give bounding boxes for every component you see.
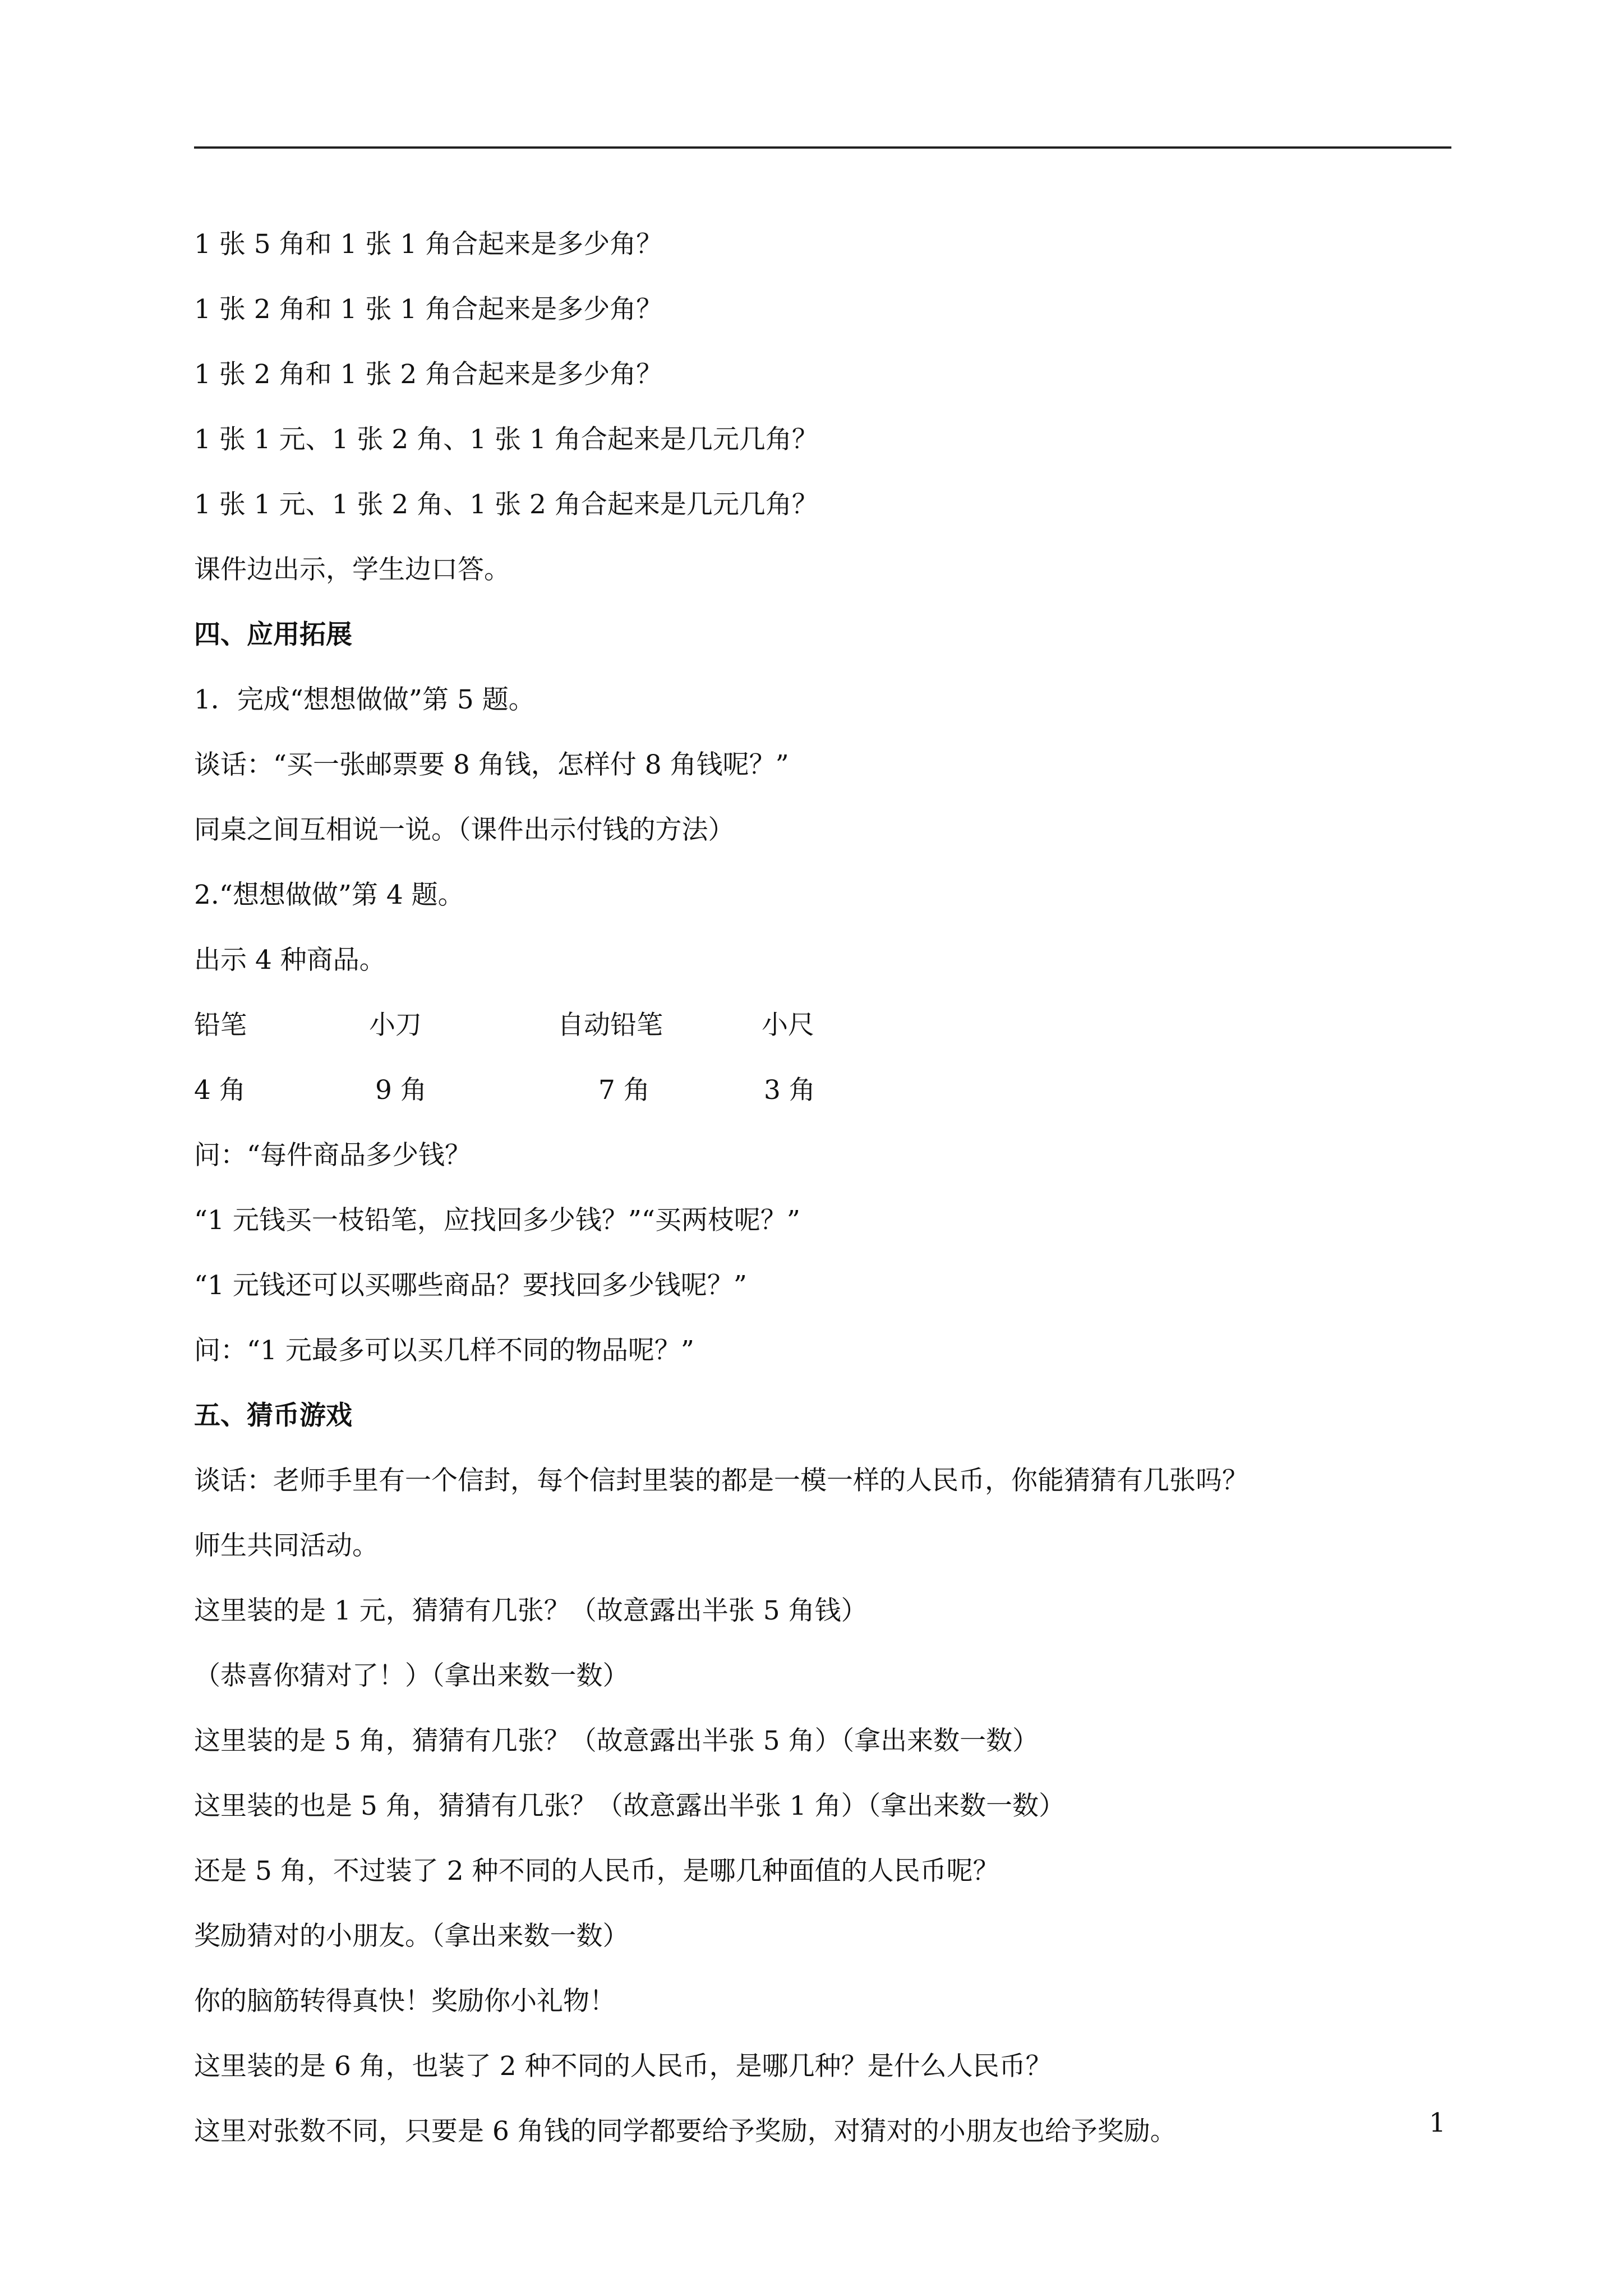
product-price-pencil: 4 角 [194,1075,246,1106]
paragraph-line: 这里装的是 5 角，猜猜有几张？（故意露出半张 5 角）（拿出来数一数） [194,1726,1039,1756]
product-price-mechanical-pencil: 7 角 [598,1075,650,1106]
paragraph-line: （恭喜你猜对了！）（拿出来数一数） [194,1660,629,1691]
paragraph-line: 1 张 5 角和 1 张 1 角合起来是多少角？ [194,229,663,260]
paragraph-line: 1 张 1 元、1 张 2 角、1 张 2 角合起来是几元几角？ [194,489,818,520]
paragraph-line: 还是 5 角，不过装了 2 种不同的人民币，是哪几种面值的人民币呢？ [194,1856,999,1887]
paragraph-line: 1 张 2 角和 1 张 1 角合起来是多少角？ [194,294,663,325]
paragraph-line: 2.“想想做做”第 4 题。 [194,880,464,910]
paragraph-line: 这里装的是 6 角，也装了 2 种不同的人民币，是哪几种？是什么人民币？ [194,2051,1052,2082]
paragraph-line: 这里装的是 1 元，猜猜有几张？（故意露出半张 5 角钱） [194,1595,868,1626]
paragraph-line: 师生共同活动。 [194,1530,379,1561]
product-name-row [194,993,1451,1058]
paragraph-line: 你的脑筋转得真快！奖励你小礼物！ [194,1986,616,2017]
paragraph-line: 1 张 1 元、1 张 2 角、1 张 1 角合起来是几元几角？ [194,424,818,455]
product-price-knife: 9 角 [375,1075,427,1106]
text-block-after-table [194,1123,1451,2164]
paragraph-line: 问：“1 元最多可以买几样不同的物品呢？” [194,1335,694,1366]
paragraph-line: 这里对张数不同，只要是 6 角钱的同学都要给予奖励，对猜对的小朋友也给予奖励。 [194,2116,1177,2147]
paragraph-line: “1 元钱还可以买哪些商品？要找回多少钱呢？” [194,1270,747,1301]
section-heading: 四、应用拓展 [194,619,352,650]
paragraph-line: 谈话：老师手里有一个信封，每个信封里装的都是一模一样的人民币，你能猜猜有几张吗？ [194,1465,1248,1496]
product-name-knife: 小刀 [369,1010,422,1041]
section-heading: 五、猜币游戏 [194,1400,352,1431]
product-name-pencil: 铅笔 [194,1010,247,1041]
paragraph-line: 1．完成“想想做做”第 5 题。 [194,684,535,715]
paragraph-line: 课件边出示，学生边口答。 [194,554,510,585]
paragraph-line: 问：“每件商品多少钱？ [194,1140,472,1171]
product-name-mechanical-pencil: 自动铅笔 [557,1010,663,1041]
text-block-before-table [194,212,1451,993]
header-rule [194,146,1451,149]
product-name-ruler: 小尺 [762,1010,814,1041]
document-body [194,212,1451,2164]
paragraph-line: 奖励猜对的小朋友。（拿出来数一数） [194,1921,629,1952]
paragraph-line: 1 张 2 角和 1 张 2 角合起来是多少角？ [194,359,663,390]
page-number: 1 [1429,2108,1446,2138]
paragraph-line: 这里装的也是 5 角，猜猜有几张？（故意露出半张 1 角）（拿出来数一数） [194,1791,1066,1821]
paragraph-line: “1 元钱买一枝铅笔，应找回多少钱？”“买两枝呢？” [194,1205,800,1236]
paragraph-line: 谈话：“买一张邮票要 8 角钱，怎样付 8 角钱呢？” [194,749,789,780]
product-price-ruler: 3 角 [764,1075,815,1106]
product-price-row [194,1058,1451,1123]
paragraph-line: 同桌之间互相说一说。（课件出示付钱的方法） [194,815,735,845]
paragraph-line: 出示 4 种商品。 [194,945,386,976]
